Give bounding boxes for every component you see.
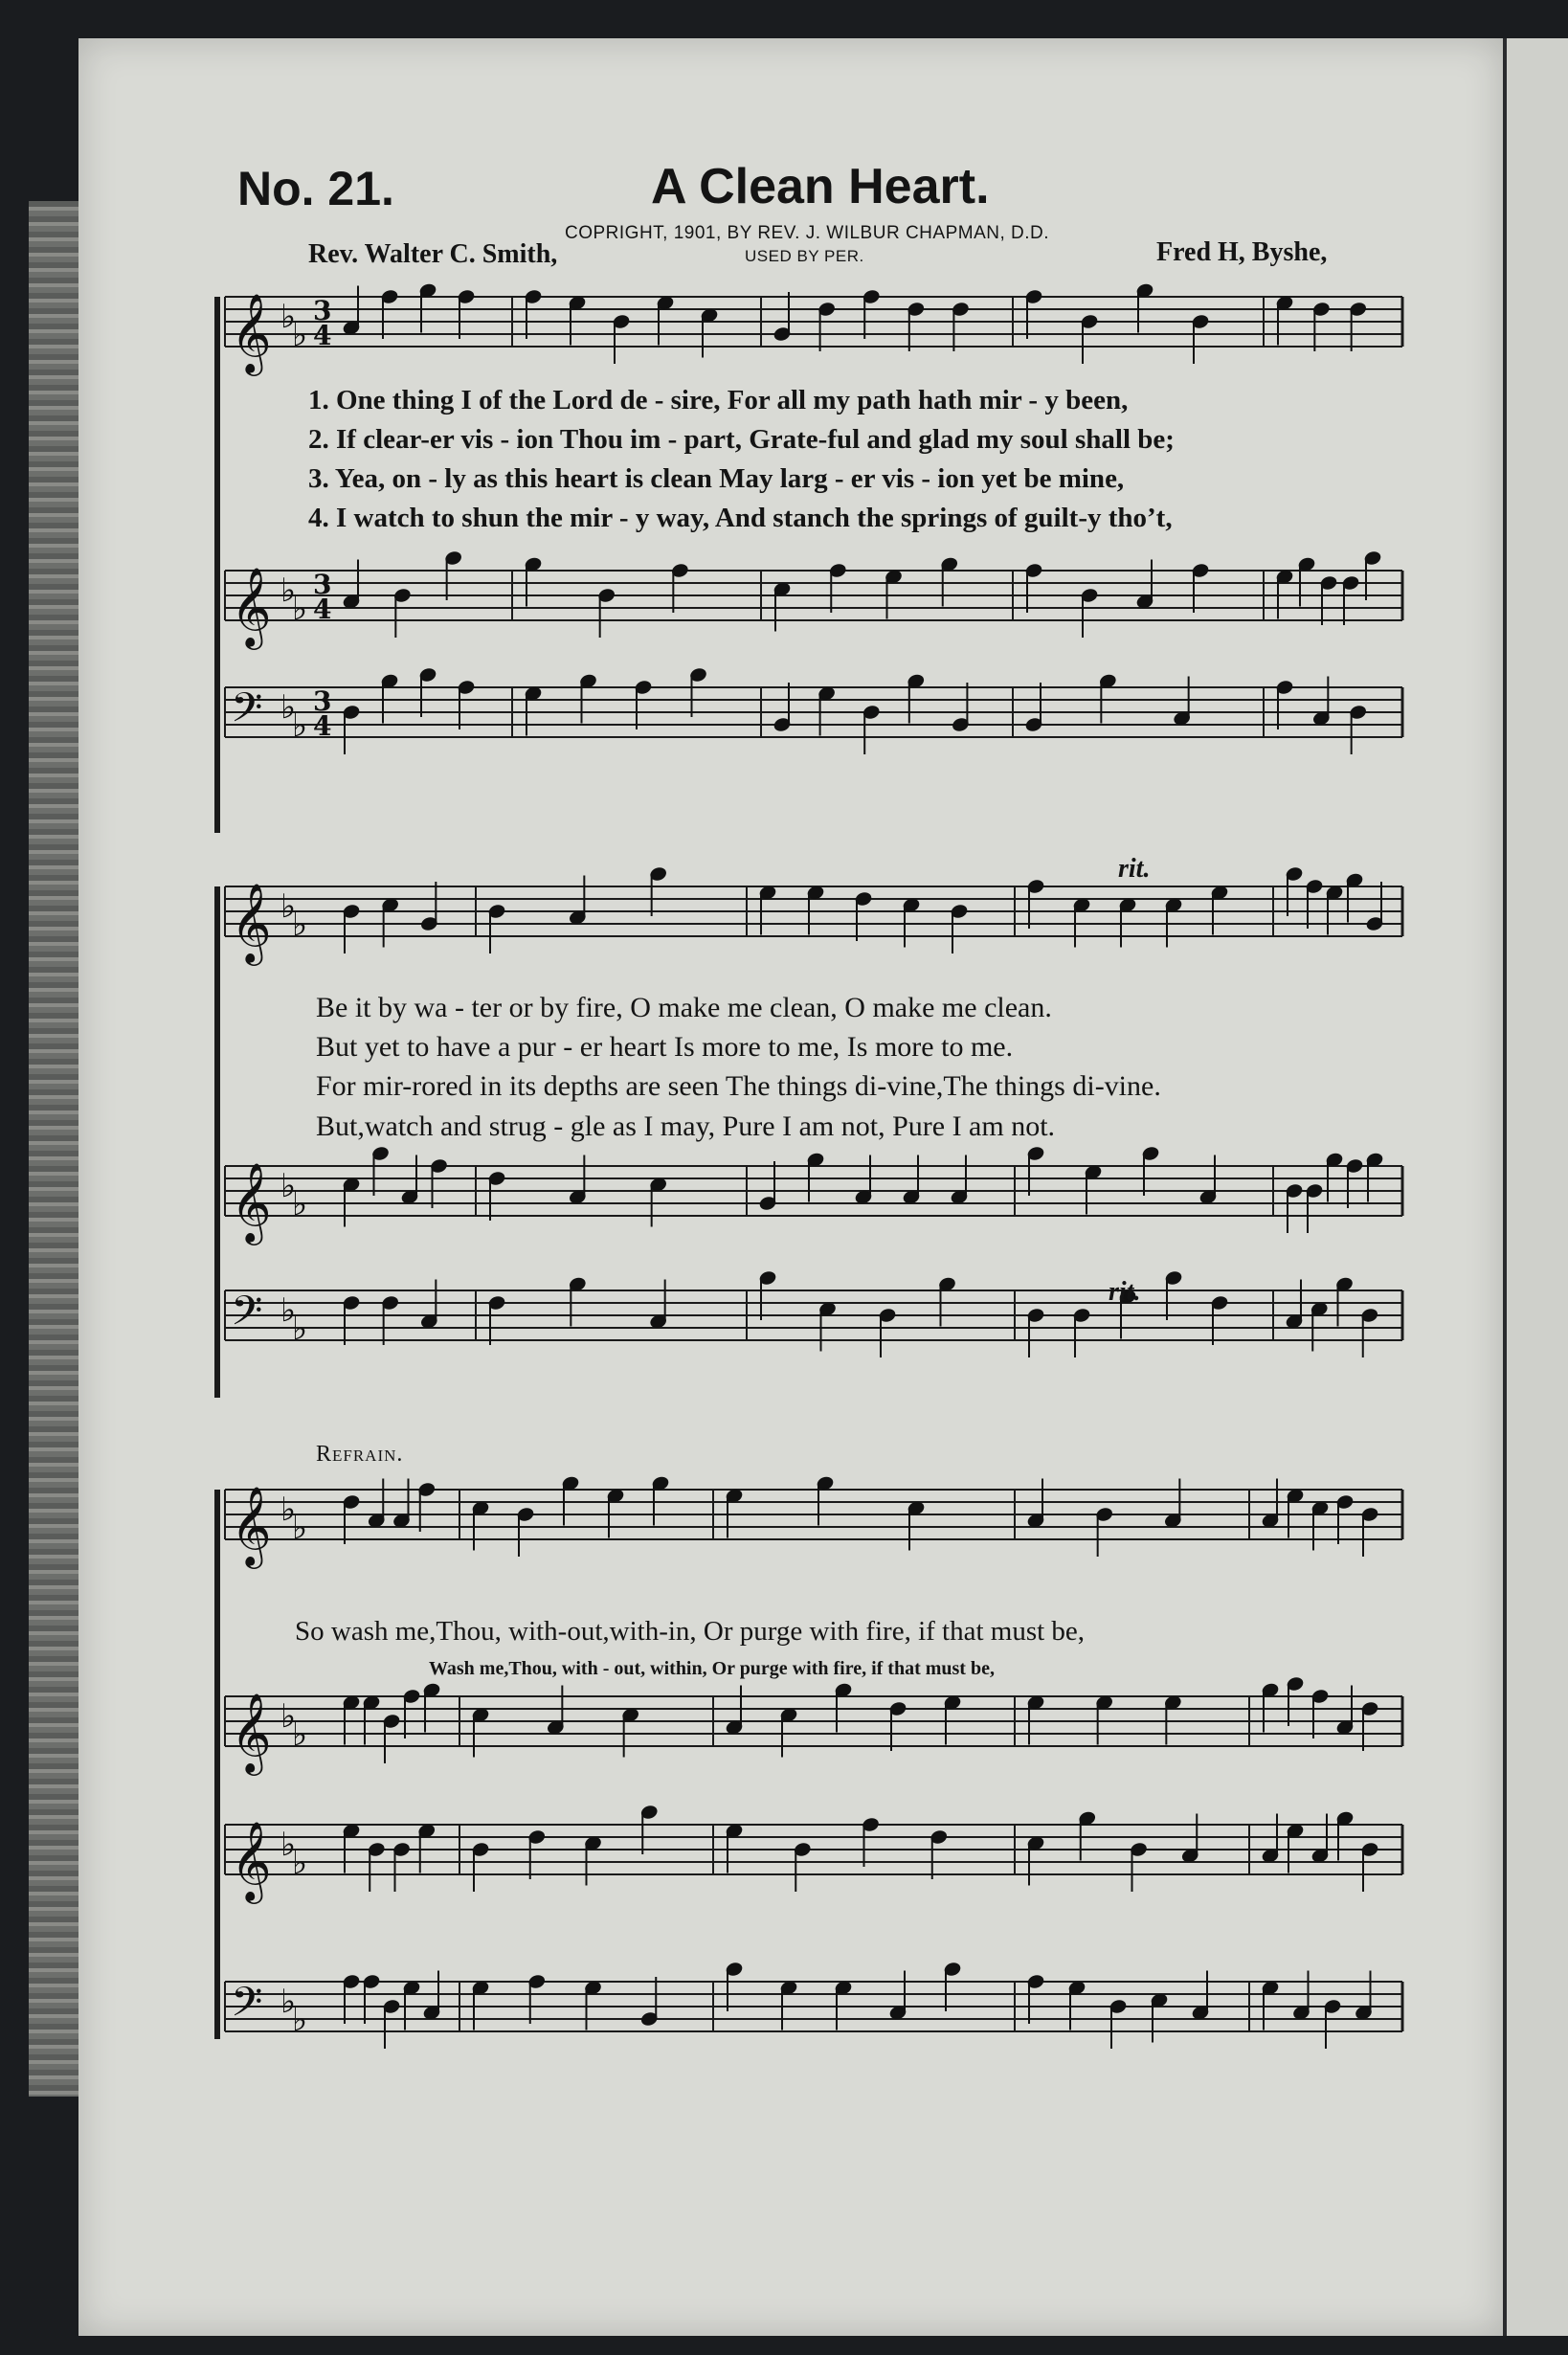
note (487, 1171, 505, 1221)
note (568, 295, 586, 345)
note (569, 1155, 587, 1205)
flat-icon: ♭ (280, 1826, 297, 1864)
note (1164, 1694, 1182, 1744)
permission-line: USED BY PER. (745, 247, 864, 265)
note (1118, 897, 1136, 947)
note (758, 1270, 776, 1320)
note (725, 1962, 743, 2011)
composer-credit: Fred H, Byshe, (1156, 237, 1328, 267)
staff (225, 566, 1402, 650)
note (1191, 314, 1209, 364)
note (656, 295, 674, 345)
note (342, 1694, 360, 1744)
note (342, 1974, 360, 2024)
hymn-title: A Clean Heart. (651, 159, 990, 214)
time-signature-icon: 4 (313, 320, 332, 351)
flat-icon: ♭ (280, 298, 297, 336)
note (940, 556, 958, 606)
bass-clef-icon: 𝄢 (231, 1288, 263, 1345)
note (342, 560, 360, 610)
note (547, 1686, 565, 1736)
note (885, 569, 903, 618)
treble-clef-icon: 𝄞 (231, 566, 272, 646)
note (1310, 1689, 1329, 1738)
note (527, 1974, 546, 2024)
note (816, 1475, 834, 1525)
flat-icon: ♭ (280, 1697, 297, 1736)
flat-icon: ♭ (292, 1310, 308, 1348)
note (1319, 575, 1337, 625)
note (902, 1155, 920, 1205)
time-signature-icon: 3 (313, 569, 332, 600)
note (457, 289, 475, 339)
note (907, 673, 925, 723)
note (834, 1682, 852, 1732)
note (1345, 1158, 1363, 1208)
note (779, 1980, 797, 2030)
staff (225, 1979, 1402, 2039)
note (1210, 1295, 1228, 1345)
note (818, 685, 836, 735)
note (1261, 1682, 1279, 1732)
note (1305, 879, 1323, 929)
note (1164, 897, 1182, 947)
note (1292, 1971, 1310, 2021)
flat-icon: ♭ (280, 887, 297, 926)
note (569, 876, 587, 926)
flat-icon: ♭ (292, 1185, 308, 1223)
note (818, 302, 836, 351)
note (1297, 556, 1315, 606)
staff (225, 292, 1402, 376)
note (1026, 1308, 1044, 1357)
note (1345, 872, 1363, 922)
note (1191, 563, 1209, 613)
note (725, 1686, 743, 1736)
verse-3-line-1: 3. Yea, on - ly as this heart is clean May larg - er vis - ion yet be mine, (308, 463, 1125, 494)
note (829, 563, 847, 613)
note (621, 1707, 639, 1757)
note (342, 1494, 360, 1544)
note (1286, 1823, 1304, 1873)
note (1360, 1701, 1378, 1751)
note (1285, 1280, 1303, 1330)
staff (225, 1288, 1402, 1348)
note (950, 1155, 968, 1205)
refrain-bass-lyric: Wash me,Thou, with - out, within, Or purge with fire, if that must be, (429, 1658, 995, 1679)
note (806, 1152, 824, 1201)
staff (225, 1820, 1402, 1904)
note (671, 563, 689, 613)
note (1026, 1146, 1044, 1196)
note (1341, 575, 1359, 625)
note (527, 1829, 546, 1879)
note (1312, 677, 1331, 727)
verse-1-line-1: 1. One thing I of the Lord de - sire, For all my path hath mir - y been, (308, 385, 1129, 415)
verse-1-line-2: Be it by wa - ter or by fire, O make me clean, O make me clean. (316, 992, 1052, 1023)
note (1285, 1183, 1303, 1233)
note (1275, 680, 1293, 729)
note (1355, 1971, 1373, 2021)
note (1072, 1308, 1090, 1357)
note (444, 550, 462, 600)
note (1335, 1494, 1354, 1544)
note (392, 1842, 411, 1892)
verse-4-line-1: 4. I watch to shun the mir - y way, And stanch the springs of guilt-y tho’t, (308, 503, 1173, 533)
note (1164, 1479, 1182, 1529)
note (1261, 1479, 1279, 1529)
note (758, 885, 776, 934)
note (487, 1295, 505, 1345)
note (420, 1280, 438, 1330)
staff (225, 1692, 1402, 1776)
treble-clef-icon: 𝄞 (231, 1692, 272, 1772)
flat-icon: ♭ (280, 1983, 297, 2021)
note (1026, 1835, 1044, 1885)
note (393, 588, 412, 638)
flat-icon: ♭ (280, 1291, 297, 1330)
note (612, 314, 630, 364)
treble-clef-icon: 𝄞 (231, 1485, 272, 1565)
note (902, 897, 920, 947)
note (606, 1488, 624, 1537)
note (342, 1295, 360, 1345)
hymn-number: No. 21. (237, 162, 394, 215)
note (381, 897, 399, 947)
note (952, 302, 970, 351)
note (418, 282, 437, 332)
note (471, 1842, 489, 1892)
note (561, 1475, 579, 1525)
note (862, 289, 881, 339)
verse-2-line-1: 2. If clear-er vis - ion Thou im - part, Grate-ful and glad my soul shall be; (308, 424, 1175, 455)
flat-icon: ♭ (292, 316, 308, 354)
note (1198, 1155, 1217, 1205)
note (1286, 1488, 1304, 1537)
note (1072, 897, 1090, 947)
refrain-label: Refrain. (316, 1442, 404, 1467)
note (794, 1842, 812, 1892)
note (1150, 1992, 1168, 2042)
flat-icon: ♭ (292, 906, 308, 944)
note (634, 680, 652, 729)
note (758, 1161, 776, 1211)
ritardando-marking: rit. (1118, 854, 1151, 884)
note (362, 1974, 380, 2024)
note (862, 705, 881, 754)
staff (225, 684, 1402, 745)
note (420, 882, 438, 931)
note (342, 904, 360, 953)
bass-clef-icon: 𝄢 (231, 684, 263, 742)
note (1210, 885, 1228, 934)
flat-icon: ♭ (292, 1716, 308, 1754)
note (368, 1479, 386, 1529)
note (1141, 1146, 1159, 1196)
note (418, 667, 437, 717)
note (1026, 1694, 1044, 1744)
note (1191, 1971, 1209, 2021)
note (1261, 1980, 1279, 2030)
treble-clef-icon: 𝄞 (231, 882, 272, 962)
note (907, 302, 925, 351)
note (700, 307, 718, 357)
note (1181, 1814, 1199, 1864)
note (640, 1805, 659, 1854)
note (1275, 295, 1293, 345)
note (773, 292, 791, 342)
note (487, 904, 505, 953)
note (1285, 866, 1303, 916)
note (888, 1971, 907, 2021)
note (649, 866, 667, 916)
bass-clef-icon: 𝄢 (231, 1979, 263, 2036)
flat-icon: ♭ (280, 1491, 297, 1529)
note (834, 1980, 852, 2030)
note (1099, 673, 1117, 723)
note (471, 1500, 489, 1550)
note (1026, 1974, 1044, 2024)
flat-icon: ♭ (280, 1167, 297, 1205)
flat-icon: ♭ (292, 2001, 308, 2039)
time-signature-icon: 4 (313, 710, 332, 742)
staff (225, 1161, 1402, 1245)
note (380, 673, 398, 723)
note (1360, 1507, 1378, 1557)
note (1275, 569, 1293, 618)
note (1310, 1814, 1329, 1864)
verse-3-line-2: For mir-rored in its depths are seen The things di-vine,The things di-vine. (316, 1070, 1161, 1102)
note (569, 1276, 587, 1326)
note (1130, 1842, 1148, 1892)
time-signature-icon: 3 (313, 295, 332, 326)
note (773, 683, 791, 732)
flat-icon: ♭ (292, 1844, 308, 1882)
note (524, 685, 542, 735)
note (422, 1682, 440, 1732)
note (1323, 1999, 1341, 2049)
note (649, 1177, 667, 1226)
note (524, 289, 542, 339)
flat-icon: ♭ (280, 572, 297, 610)
note (342, 705, 360, 754)
note (1109, 1999, 1127, 2049)
note (471, 1980, 489, 2030)
note (1310, 1500, 1329, 1550)
note (368, 1842, 386, 1892)
note (689, 667, 707, 717)
note (402, 1689, 420, 1738)
note (1135, 560, 1154, 610)
note (1335, 1686, 1354, 1736)
note (516, 1507, 534, 1557)
note (1360, 1842, 1378, 1892)
verse-2-line-2: But yet to have a pur - er heart Is more to me, Is more to me. (316, 1031, 1014, 1063)
ritardando-marking-lower: rit. (1109, 1277, 1141, 1307)
verse-4-line-2: But,watch and strug - gle as I may, Pure I am not, Pure I am not. (316, 1110, 1056, 1142)
note (1325, 1152, 1343, 1201)
note (930, 1829, 948, 1879)
flat-icon: ♭ (292, 590, 308, 628)
lyricist-credit: Rev. Walter C. Smith, (308, 239, 558, 269)
note (725, 1823, 743, 1873)
note (1360, 1308, 1378, 1357)
time-signature-icon: 4 (313, 594, 332, 625)
note (342, 1177, 360, 1226)
note (1325, 885, 1343, 934)
note (584, 1835, 602, 1885)
note (806, 885, 824, 934)
note (371, 1146, 390, 1196)
note (1095, 1507, 1113, 1557)
note (1080, 588, 1098, 638)
note (524, 556, 542, 606)
note (1095, 1694, 1113, 1744)
note (1026, 879, 1044, 929)
note (1365, 1152, 1383, 1201)
note (640, 1977, 659, 2027)
note (1312, 302, 1331, 351)
note (938, 1276, 956, 1326)
note (943, 1694, 961, 1744)
note (1365, 882, 1383, 931)
note (380, 289, 398, 339)
note (854, 1155, 872, 1205)
note (597, 588, 616, 638)
flat-icon: ♭ (280, 688, 297, 727)
note (579, 673, 597, 723)
note (430, 1158, 448, 1208)
flat-icon: ♭ (292, 1509, 308, 1547)
note (952, 683, 970, 732)
treble-clef-icon: 𝄞 (231, 292, 272, 372)
treble-clef-icon: 𝄞 (231, 1820, 272, 1900)
note (1080, 314, 1098, 364)
note (854, 891, 872, 941)
note (422, 1971, 440, 2021)
refrain-lyric: So wash me,Thou, with-out,with-in, Or purge with fire, if that must be, (295, 1616, 1086, 1647)
note (1024, 683, 1042, 732)
note (382, 1714, 400, 1763)
note (1349, 302, 1367, 351)
note (417, 1823, 436, 1873)
note (651, 1475, 669, 1525)
note (725, 1488, 743, 1537)
note (1164, 1270, 1182, 1320)
note (1335, 1276, 1354, 1326)
note (1024, 563, 1042, 613)
note (1078, 1810, 1096, 1860)
note (878, 1308, 896, 1357)
note (1349, 705, 1367, 754)
note (1084, 1164, 1102, 1214)
note (1173, 677, 1191, 727)
note (342, 1823, 360, 1873)
note (417, 1482, 436, 1532)
note (818, 1301, 837, 1351)
note (584, 1980, 602, 2030)
note (773, 581, 791, 631)
note (382, 1999, 400, 2049)
note (888, 1701, 907, 1751)
note (1363, 550, 1381, 600)
note (342, 286, 360, 336)
note (402, 1980, 420, 2030)
note (457, 680, 475, 729)
copyright-line: COPRIGHT, 1901, BY REV. J. WILBUR CHAPMAN, D.D. (565, 223, 1050, 243)
note (1135, 282, 1154, 332)
treble-clef-icon: 𝄞 (231, 1161, 272, 1242)
note (862, 1817, 880, 1867)
note (471, 1707, 489, 1757)
note (392, 1479, 411, 1529)
note (649, 1280, 667, 1330)
time-signature-icon: 3 (313, 685, 332, 717)
note (1335, 1810, 1354, 1860)
note (950, 904, 968, 953)
note (779, 1707, 797, 1757)
note (1026, 1479, 1044, 1529)
note (1305, 1183, 1323, 1233)
note (1067, 1980, 1086, 2030)
note (362, 1694, 380, 1744)
note (1286, 1676, 1304, 1726)
note (1024, 289, 1042, 339)
note (1261, 1814, 1279, 1864)
flat-icon: ♭ (292, 706, 308, 745)
note (907, 1500, 925, 1550)
note (1310, 1301, 1329, 1351)
note (943, 1962, 961, 2011)
note (400, 1155, 418, 1205)
note (381, 1295, 399, 1345)
